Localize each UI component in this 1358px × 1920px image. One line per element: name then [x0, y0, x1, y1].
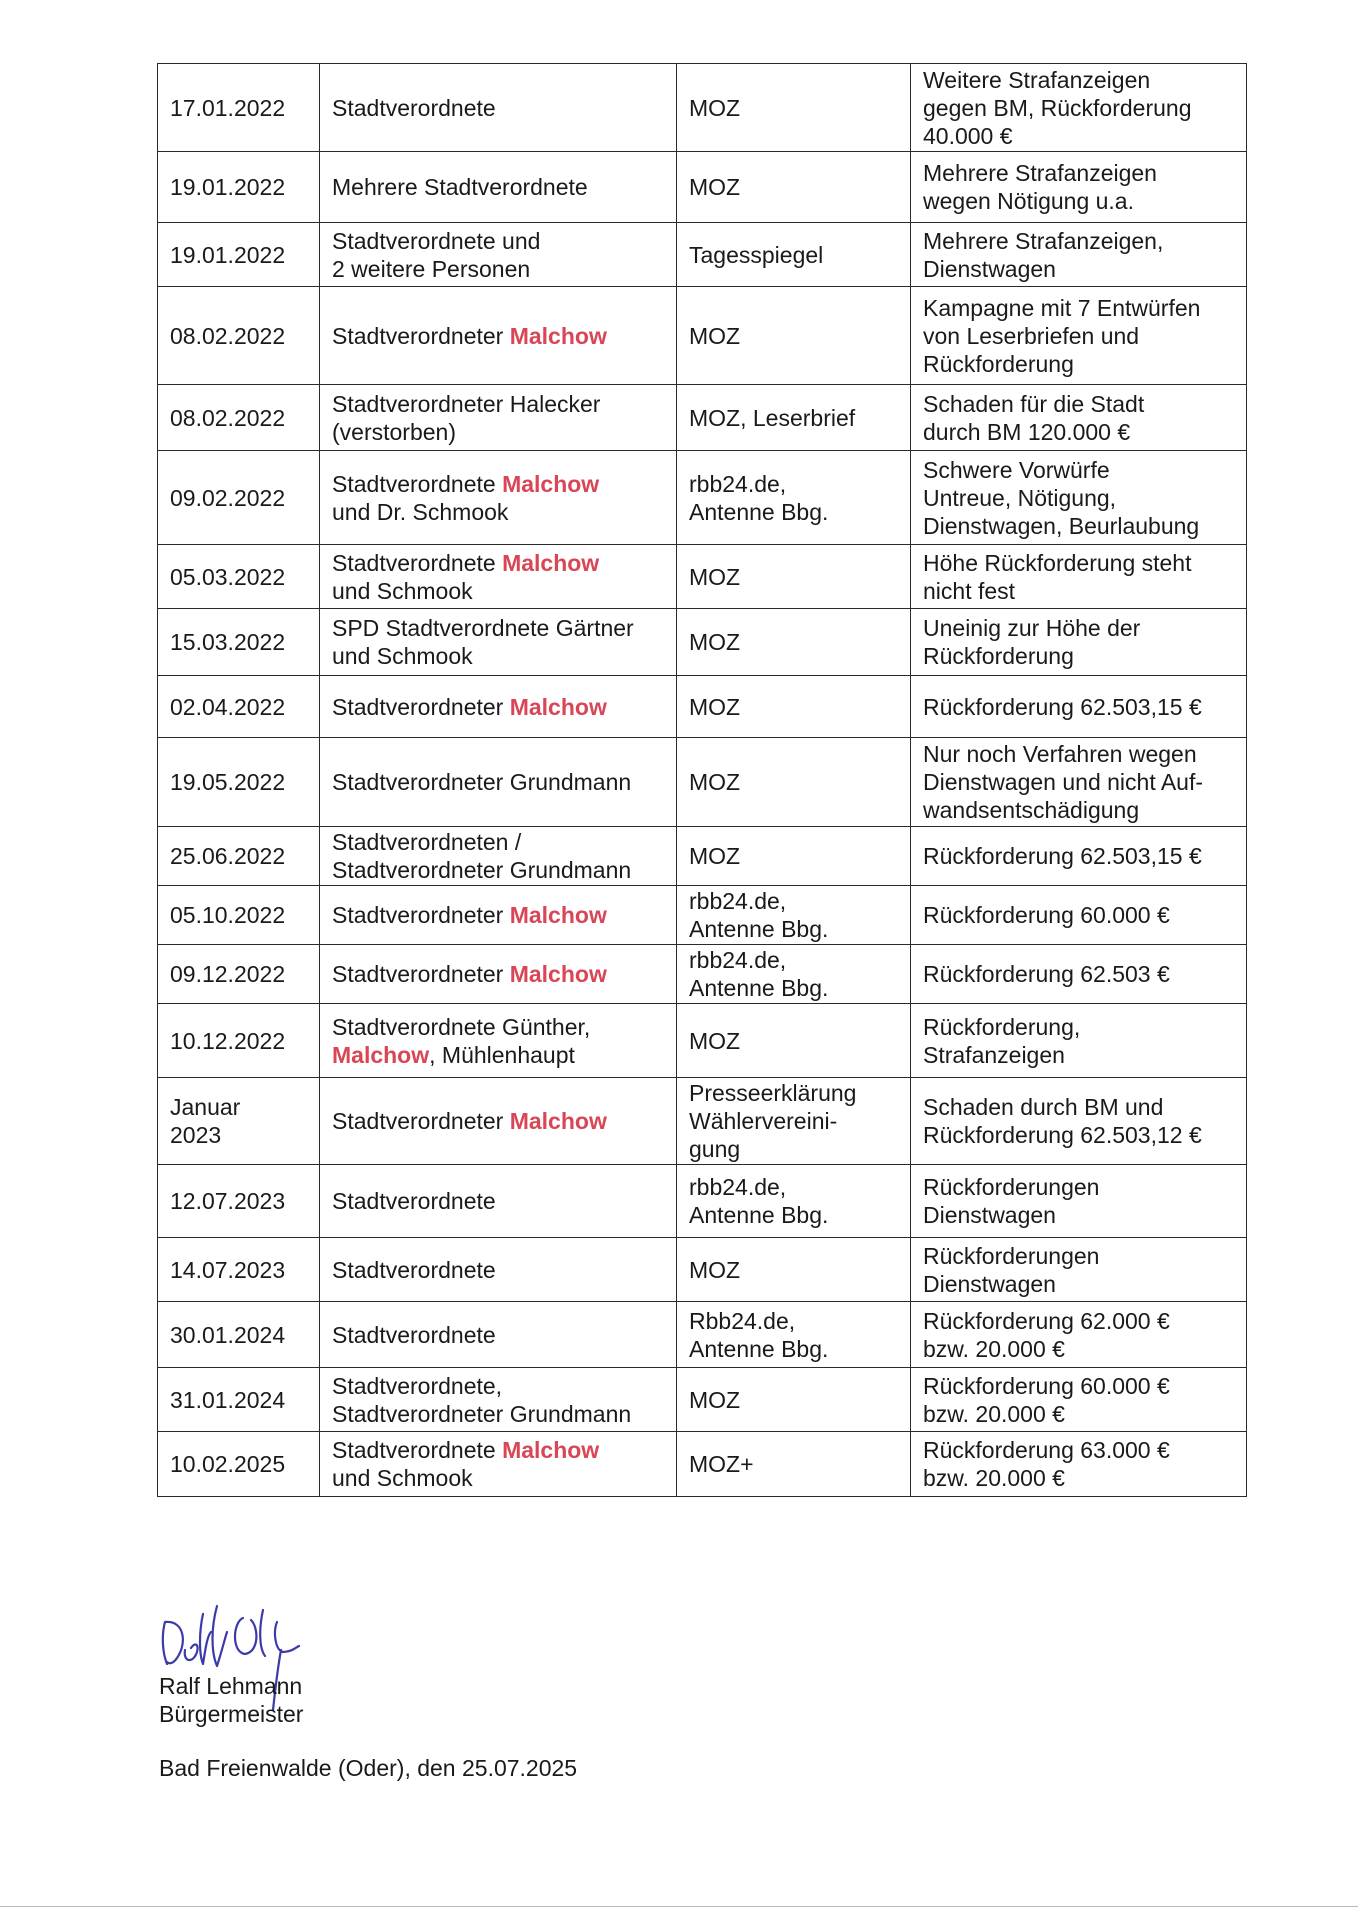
cell-line — [332, 1372, 665, 1400]
cell-source — [677, 1165, 911, 1238]
cell-person — [320, 676, 677, 738]
cell-content — [911, 1368, 1247, 1432]
cell-date — [158, 945, 320, 1004]
cell-source — [677, 1004, 911, 1078]
cell-content — [911, 1432, 1247, 1497]
cell-line: Antenne Bbg. — [689, 498, 829, 525]
cell-date — [158, 451, 320, 545]
cell-source — [677, 1078, 911, 1165]
cell-date — [158, 1078, 320, 1165]
cell-line: 19.01.2022 — [170, 241, 286, 268]
cell-date — [158, 676, 320, 738]
table-row — [158, 545, 1247, 609]
cell-line — [332, 255, 665, 283]
cell-line: 10.12.2022 — [170, 1027, 286, 1054]
cell-person — [320, 886, 677, 945]
cell-line: rbb24.de, — [689, 947, 787, 973]
cell-line: rbb24.de, — [689, 1174, 787, 1200]
table-row — [158, 1432, 1247, 1497]
cell-line: Höhe Rückforderung steht — [923, 549, 1192, 576]
cell-person — [320, 945, 677, 1004]
cell-source — [677, 945, 911, 1004]
cell-line: nicht fest — [923, 577, 1016, 604]
cell-line — [332, 498, 665, 526]
cell-line — [332, 1107, 665, 1135]
cell-line: Schaden durch BM und — [923, 1094, 1164, 1120]
cell-content — [911, 545, 1247, 609]
highlighted-name: Malchow — [502, 470, 600, 497]
cell-date — [158, 1302, 320, 1368]
cell-content — [911, 676, 1247, 738]
cell-line: MOZ — [689, 629, 741, 655]
cell-date — [158, 287, 320, 385]
cell-line — [332, 642, 665, 670]
cell-text: Stadtverordnete — [332, 1437, 503, 1463]
cell-line — [332, 1464, 665, 1492]
cell-line: bzw. 20.000 € — [923, 1335, 1065, 1362]
cell-line: 05.03.2022 — [170, 563, 286, 590]
cell-line: Uneinig zur Höhe der — [923, 615, 1141, 641]
cell-source — [677, 287, 911, 385]
cell-person — [320, 1238, 677, 1302]
cell-line — [332, 614, 665, 642]
cell-line: MOZ — [689, 174, 741, 200]
cell-line: 12.07.2023 — [170, 1188, 286, 1214]
cell-date — [158, 1165, 320, 1238]
highlighted-name: Malchow — [509, 961, 607, 987]
cell-line: MOZ+ — [689, 1451, 754, 1477]
cell-line: Presseerklärung — [689, 1080, 857, 1106]
cell-line: 14.07.2023 — [170, 1256, 286, 1283]
cell-source — [677, 1238, 911, 1302]
cell-line: Antenne Bbg. — [689, 975, 829, 1001]
cell-line — [332, 577, 665, 605]
table-row — [158, 886, 1247, 945]
cell-line: gegen BM, Rückforderung — [923, 94, 1192, 121]
table-row — [158, 945, 1247, 1004]
cell-line: 02.04.2022 — [170, 693, 286, 720]
signer-role: Bürgermeister — [159, 1701, 304, 1727]
cell-line: Rückforderung 60.000 € — [923, 1372, 1170, 1399]
cell-date — [158, 1238, 320, 1302]
cell-source — [677, 1432, 911, 1497]
cell-line: 17.01.2022 — [170, 94, 286, 121]
cell-person — [320, 609, 677, 676]
table-row — [158, 1165, 1247, 1238]
cell-text: Stadtverordneter Grundmann — [332, 769, 632, 795]
cell-line — [332, 549, 665, 577]
cell-line: MOZ — [689, 843, 741, 869]
cell-content — [911, 738, 1247, 827]
table-row — [158, 1078, 1247, 1165]
cell-line: Mehrere Strafanzeigen — [923, 160, 1157, 186]
cell-line: Rückforderung 62.503,12 € — [923, 1122, 1202, 1148]
cell-line: Rückforderung 62.503,15 € — [923, 843, 1202, 869]
cell-person — [320, 738, 677, 827]
cell-person — [320, 1432, 677, 1497]
cell-line: rbb24.de, — [689, 888, 787, 914]
cell-content — [911, 287, 1247, 385]
cell-source — [677, 886, 911, 945]
cell-text: Stadtverordneter — [332, 902, 510, 928]
highlighted-name: Malchow — [509, 693, 607, 720]
cell-line — [332, 227, 665, 255]
cell-person — [320, 545, 677, 609]
cell-text: Stadtverordnete — [332, 470, 503, 497]
cell-line: Rückforderungen — [923, 1174, 1100, 1200]
cell-line — [332, 768, 665, 796]
cell-content — [911, 945, 1247, 1004]
cell-line — [332, 828, 665, 856]
cell-date — [158, 223, 320, 287]
cell-line: MOZ — [689, 1256, 741, 1283]
cell-line — [332, 322, 665, 350]
cell-line — [332, 418, 665, 446]
cell-content — [911, 1165, 1247, 1238]
cell-text: 2 weitere Personen — [332, 255, 531, 282]
cell-text: Mehrere Stadtverordnete — [332, 174, 588, 200]
cell-line: Antenne Bbg. — [689, 916, 829, 942]
cell-content — [911, 1238, 1247, 1302]
cell-source — [677, 676, 911, 738]
cell-text: Stadtverordneter Grundmann — [332, 1400, 632, 1427]
cell-date — [158, 385, 320, 451]
cell-date — [158, 738, 320, 827]
cell-line: Mehrere Strafanzeigen, — [923, 227, 1164, 254]
cell-line: Kampagne mit 7 Entwürfen — [923, 294, 1201, 321]
cell-line: 09.12.2022 — [170, 961, 286, 987]
cell-source — [677, 609, 911, 676]
cell-line: 19.01.2022 — [170, 174, 286, 200]
cell-line: 08.02.2022 — [170, 322, 286, 349]
cell-source — [677, 64, 911, 152]
cell-line: 15.03.2022 — [170, 629, 286, 655]
cell-line: MOZ — [689, 769, 741, 795]
cell-line: Rbb24.de, — [689, 1307, 796, 1334]
cell-line — [332, 470, 665, 498]
cell-text: Stadtverordnete — [332, 94, 496, 121]
cell-line: 2023 — [170, 1122, 222, 1148]
cell-line — [332, 1400, 665, 1428]
cell-text: und Schmook — [332, 1465, 473, 1491]
cell-line: Rückforderung — [923, 643, 1074, 669]
table-row — [158, 609, 1247, 676]
table-row — [158, 1238, 1247, 1302]
cell-line: Weitere Strafanzeigen — [923, 66, 1151, 93]
cell-line: 08.02.2022 — [170, 404, 286, 431]
cell-person — [320, 1368, 677, 1432]
cell-line: Dienstwagen — [923, 1202, 1056, 1228]
signer-name: Ralf Lehmann — [159, 1673, 303, 1699]
cell-text: Stadtverordneter Halecker — [332, 390, 601, 417]
table-row — [158, 827, 1247, 886]
cell-line: MOZ — [689, 322, 741, 349]
cell-content — [911, 1302, 1247, 1368]
cell-content — [911, 827, 1247, 886]
cell-source — [677, 1302, 911, 1368]
cell-line — [332, 1041, 665, 1069]
cell-content — [911, 152, 1247, 223]
cell-line: bzw. 20.000 € — [923, 1465, 1065, 1491]
cell-line — [332, 390, 665, 418]
cell-line: Dienstwagen — [923, 1270, 1056, 1297]
table-row — [158, 152, 1247, 223]
cell-content — [911, 64, 1247, 152]
cell-person — [320, 385, 677, 451]
cell-line — [332, 901, 665, 929]
cell-text: Stadtverordnete — [332, 549, 503, 576]
cell-date — [158, 886, 320, 945]
cell-text: und Dr. Schmook — [332, 498, 509, 525]
cell-line: 05.10.2022 — [170, 902, 286, 928]
cell-text: Stadtverordneten / — [332, 829, 522, 855]
cell-person — [320, 451, 677, 545]
cell-content — [911, 451, 1247, 545]
cell-text: Stadtverordneter — [332, 693, 510, 720]
highlighted-name: Malchow — [509, 322, 607, 349]
cell-content — [911, 385, 1247, 451]
cell-line: Tagesspiegel — [689, 241, 824, 268]
cell-content — [911, 609, 1247, 676]
cell-line — [332, 1013, 665, 1041]
cell-line: 30.01.2024 — [170, 1321, 286, 1348]
table-row — [158, 64, 1247, 152]
cell-text: Stadtverordnete und — [332, 227, 541, 254]
cell-line: MOZ — [689, 693, 741, 720]
highlighted-name: Malchow — [332, 1041, 430, 1068]
cell-line: Nur noch Verfahren wegen — [923, 741, 1197, 767]
cell-source — [677, 827, 911, 886]
cell-text: SPD Stadtverordnete Gärtner — [332, 615, 634, 641]
cell-source — [677, 385, 911, 451]
cell-line: Rückforderungen — [923, 1242, 1100, 1269]
cell-date — [158, 827, 320, 886]
cell-text: , Mühlenhaupt — [429, 1041, 575, 1068]
cell-content — [911, 1004, 1247, 1078]
cell-text: Stadtverordneter — [332, 961, 510, 987]
highlighted-name: Malchow — [509, 902, 607, 928]
cell-person — [320, 827, 677, 886]
cell-source — [677, 451, 911, 545]
table-row — [158, 738, 1247, 827]
cell-line: Dienstwagen, Beurlaubung — [923, 512, 1200, 539]
page-bottom-rule — [0, 1906, 1358, 1907]
cell-date — [158, 1368, 320, 1432]
highlighted-name: Malchow — [502, 1437, 600, 1463]
cell-line: 25.06.2022 — [170, 843, 286, 869]
highlighted-name: Malchow — [509, 1108, 607, 1134]
cell-line — [332, 1187, 665, 1215]
cell-line: rbb24.de, — [689, 470, 787, 497]
cell-line: wandsentschädigung — [923, 797, 1140, 823]
cell-source — [677, 545, 911, 609]
cell-content — [911, 1078, 1247, 1165]
cell-line: 10.02.2025 — [170, 1451, 286, 1477]
cell-line: Rückforderung 62.000 € — [923, 1307, 1170, 1334]
table-row — [158, 1004, 1247, 1078]
cell-line: Antenne Bbg. — [689, 1202, 829, 1228]
cell-date — [158, 152, 320, 223]
cell-line: Untreue, Nötigung, — [923, 484, 1117, 511]
cell-line: 31.01.2024 — [170, 1386, 286, 1413]
cell-source — [677, 738, 911, 827]
cell-date — [158, 609, 320, 676]
cell-person — [320, 223, 677, 287]
cell-person — [320, 64, 677, 152]
cell-line: 40.000 € — [923, 122, 1013, 149]
cell-line: Antenne Bbg. — [689, 1335, 829, 1362]
cell-text: (verstorben) — [332, 418, 456, 445]
cell-line — [332, 1321, 665, 1349]
table-body — [158, 64, 1247, 1497]
table-row — [158, 287, 1247, 385]
cell-line — [332, 1436, 665, 1464]
cell-text: Stadtverordneter — [332, 322, 510, 349]
table-row — [158, 451, 1247, 545]
cell-line — [332, 1256, 665, 1284]
cell-line: Dienstwagen — [923, 255, 1056, 282]
cell-line: MOZ — [689, 1386, 741, 1413]
cell-person — [320, 1004, 677, 1078]
cell-line: durch BM 120.000 € — [923, 418, 1131, 445]
cell-date — [158, 545, 320, 609]
cell-person — [320, 1302, 677, 1368]
cell-line: Rückforderung 62.503,15 € — [923, 693, 1202, 720]
cell-text: Stadtverordnete — [332, 1188, 496, 1214]
cell-text: Stadtverordnete Günther, — [332, 1013, 591, 1040]
cell-line: 19.05.2022 — [170, 769, 286, 795]
cell-content — [911, 886, 1247, 945]
cell-text: Stadtverordneter Grundmann — [332, 857, 632, 883]
table-row — [158, 676, 1247, 738]
cell-text: Stadtverordnete — [332, 1256, 496, 1283]
cell-line: Rückforderung 63.000 € — [923, 1437, 1170, 1463]
cell-line: bzw. 20.000 € — [923, 1400, 1065, 1427]
table-row — [158, 1368, 1247, 1432]
table-row — [158, 223, 1247, 287]
cell-text: Stadtverordnete — [332, 1321, 496, 1348]
cell-date — [158, 64, 320, 152]
cell-line: MOZ — [689, 563, 741, 590]
cell-line — [332, 960, 665, 988]
cell-line — [332, 856, 665, 884]
cell-line — [332, 173, 665, 201]
cell-line: Schwere Vorwürfe — [923, 456, 1110, 483]
press-coverage-table — [157, 63, 1247, 1497]
cell-line: Rückforderung, — [923, 1013, 1081, 1040]
cell-text: Stadtverordnete, — [332, 1372, 503, 1399]
cell-date — [158, 1004, 320, 1078]
cell-line: Strafanzeigen — [923, 1041, 1065, 1068]
cell-line: Schaden für die Stadt — [923, 390, 1145, 417]
place-and-date: Bad Freienwalde (Oder), den 25.07.2025 — [159, 1755, 578, 1781]
cell-line: Januar — [170, 1094, 241, 1120]
cell-line: Wählervereini- — [689, 1108, 838, 1134]
cell-source — [677, 152, 911, 223]
cell-text: Stadtverordneter — [332, 1108, 510, 1134]
highlighted-name: Malchow — [502, 549, 600, 576]
cell-line: Rückforderung — [923, 350, 1074, 377]
cell-line: von Leserbriefen und — [923, 322, 1140, 349]
table-row — [158, 385, 1247, 451]
cell-person — [320, 287, 677, 385]
cell-content — [911, 223, 1247, 287]
cell-person — [320, 152, 677, 223]
cell-text: und Schmook — [332, 577, 473, 604]
cell-line: MOZ — [689, 94, 741, 121]
cell-line: MOZ, Leserbrief — [689, 404, 856, 431]
cell-line: Dienstwagen und nicht Auf- — [923, 769, 1204, 795]
cell-line: wegen Nötigung u.a. — [923, 188, 1134, 214]
cell-line: Rückforderung 60.000 € — [923, 902, 1170, 928]
table-row — [158, 1302, 1247, 1368]
cell-person — [320, 1165, 677, 1238]
cell-source — [677, 223, 911, 287]
cell-person — [320, 1078, 677, 1165]
cell-date — [158, 1432, 320, 1497]
cell-line — [332, 94, 665, 122]
cell-line: Rückforderung 62.503 € — [923, 961, 1170, 987]
cell-line: 09.02.2022 — [170, 484, 286, 511]
cell-source — [677, 1368, 911, 1432]
cell-line: gung — [689, 1136, 741, 1162]
cell-line — [332, 693, 665, 721]
cell-text: und Schmook — [332, 643, 473, 669]
cell-line: MOZ — [689, 1027, 741, 1054]
